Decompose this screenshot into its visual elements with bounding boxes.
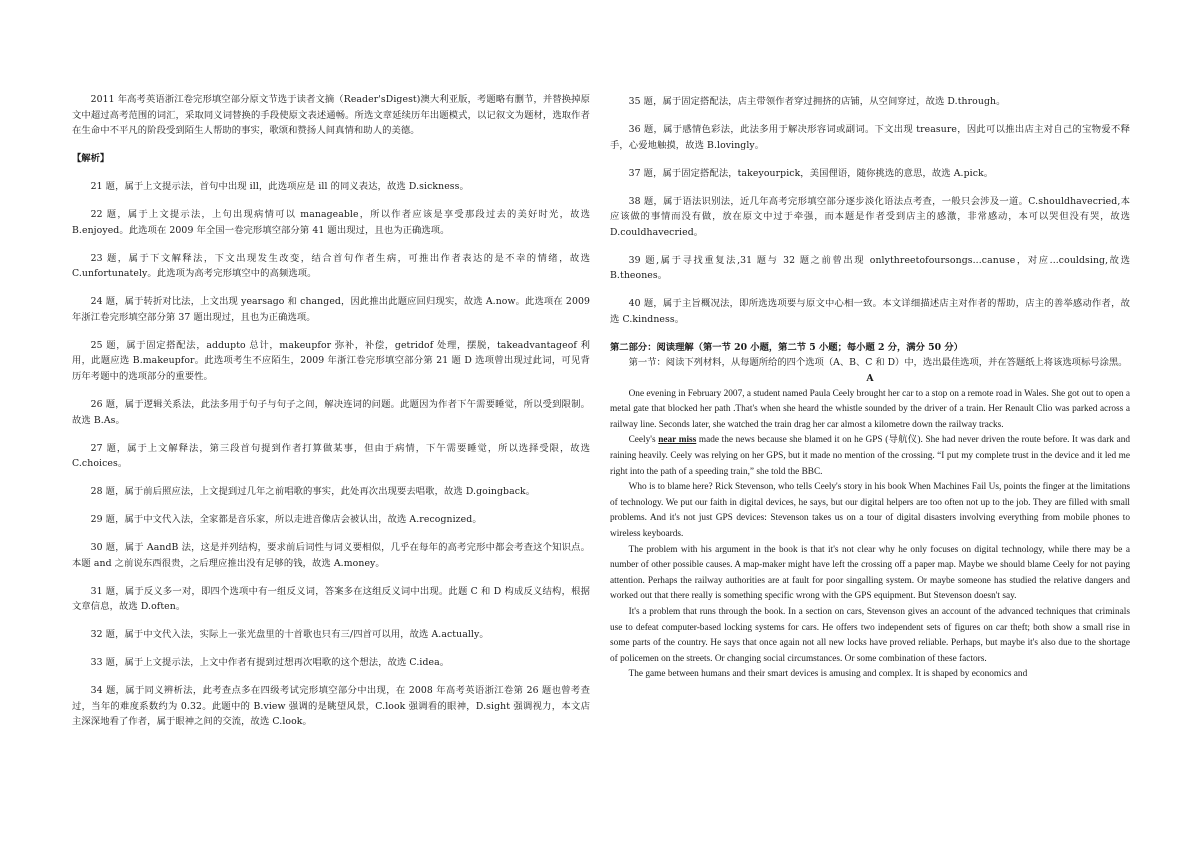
passage-paragraph-2-start: Ceely's [628,435,659,446]
answer-explanation-40: 40 题，属于主旨概况法，即所选选项要与原文中心相一致。本文详细描述店主对作者的帮助，店主的善举感动作者，故选 C.kindness。 [610,298,1130,325]
answer-explanation-30: 30 题，属于 AandB 法，这是并列结构，要求前后词性与词义要相似，几乎在每年的高考完形中都会考查这个知识点。本题 and 之前说东西很贵，之后理应推出没有足够的钱，故选 A.money。 [72,542,590,569]
underlined-phrase: near miss [658,435,697,446]
answer-explanation-27: 27 题，属于上文解释法，第三段首句提到作者打算做某事，但由于病情，下午需要睡觉，所以选择受限，故选 C.choices。 [72,442,590,470]
answer-explanation-22: 22 题，属于上文提示法，上句出现病情可以 manageable，所以作者应该是享受那段过去的美好时光，故选 B.enjoyed。此选项在 2009 年全国一卷完形填空部分第 41 题出现过，且也为正确选项。 [72,209,590,236]
analysis-heading: 【解析】 [72,153,110,165]
left-column [72,92,590,742]
answer-explanation-36: 36 题，属于感情色彩法，此法多用于解决形容词或副词。下文出现 treasure，因此可以推出店主对自己的宝物爱不释手，心爱地触摸，故选 B.lovingly。 [610,123,1130,151]
answer-explanation-24: 24 题，属于转折对比法，上文出现 yearsago 和 changed，因此推出此题应回归现实，故选 A.now。此选项在 2009 年浙江卷完形填空部分第 37 题出现过，且也为正确选项。 [72,296,590,323]
answer-explanation-31: 31 题，属于反义多一对，即四个选项中有一组反义词，答案多在这组反义词中出现。此题 C 和 D 构成反义结构，根据文章信息，故选 D.often。 [72,585,590,613]
answer-explanation-23: 23 题，属于下文解释法，下文出现发生改变，结合首句作者生病，可推出作者表达的是不幸的情绪，故选 C.unfortunately。此选项为高考完形填空中的高频选项。 [72,252,590,280]
reading-section-title: 第二部分：阅读理解（第一节 20 小题，第二节 5 小题；每小题 2 分，满分 50 分） [610,341,963,353]
passage-paragraph-5: It's a problem that runs through the book. In a section on cars, Stevenson gives an account of the advanced techniques that criminals use to defeat computer-based locking systems for cars. He offers two independent sets of figures on car theft; both show a small rise in some parts of the country. He says that once again not all new locks have proved reliable. Perhaps, but maybe it's also due to the shortage of policemen on the streets. Or changing social circumstances. Or some combination of these factors. [610,606,1130,664]
answer-explanation-29: 29 题，属于中文代入法，全家都是音乐家，所以走进音像店会被认出，故选 A.recognized。 [90,514,482,526]
answer-explanation-25: 25 题，属于固定搭配法，addupto 总计，makeupfor 弥补，补偿，getridof 处理，摆脱，takeadvantageof 利用，此题应选 B.makeupfor。此选项考生不应陌生，2009 年浙江卷完形填空部分第 21 题 D 选项曾出现过此词，可见背历年考题中的选项部分的重要性。 [72,339,590,383]
answer-explanation-26: 26 题，属于逻辑关系法，此法多用于句子与句子之间，解决连词的问题。此题因为作者下午需要睡觉，所以受到限制。故选 B.As。 [72,399,590,426]
answer-explanation-28: 28 题，属于前后照应法，上文提到过几年之前唱歌的事实，此处再次出现要去唱歌，故选 D.goingback。 [90,486,536,498]
intro-paragraph: 2011 年高考英语浙江卷完形填空部分原文节选于读者文摘（Reader'sDigest)澳大利亚版，考题略有删节，并替换掉原文中超过高考范围的词汇，采取同义词替换的手段使原文表述通畅。所选文章延续历年出题模式，以记叙文为题材，选取作者在生命中不平凡的阶段受到陌生人帮助的事实，歌颂和赞扬人间真情和助人的美德。 [72,94,590,137]
passage-paragraph-6: The game between humans and their smart devices is amusing and complex. It is shaped by economics and [628,669,1028,680]
answer-explanation-35: 35 题，属于固定搭配法，店主带领作者穿过拥挤的店铺，从空间穿过，故选 D.through。 [628,96,1006,107]
answer-explanation-37: 37 题，属于固定搭配法，takeyourpick，美国俚语，随你挑选的意思，故选 A.pick。 [628,167,994,179]
answer-explanation-33: 33 题，属于上文提示法，上文中作者有提到过想再次唱歌的这个想法，故选 C.idea。 [90,657,450,669]
passage-paragraph-3: Who is to blame here? Rick Stevenson, who tells Ceely's story in his book When Machines Fail Us, points the finger at the limitations of technology. We put our faith in digital devices, he says, but our digital helpers are too often not up to the job. They are filled with small problems. And it's not just GPS devices: Stevenson takes us on a tour of digital disasters involving everything from mobile phones to wireless keyboards. [610,482,1130,539]
answer-explanation-21: 21 题，属于上文提示法，首句中出现 ill，此选项应是 ill 的同义表达，故选 D.sickness。 [90,181,469,193]
answer-explanation-39: 39 题,属于寻找重复法,31 题与 32 题之前曾出现 onlythreetofoursongs...canuse，对应...couldsing,故选 B.theones。 [610,254,1130,282]
passage-label: A [866,373,874,385]
passage-paragraph-2 [610,433,1130,480]
reading-instruction: 第一节：阅读下列材料，从每题所给的四个选项（A、B、C 和 D）中，选出最佳选项，并在答题纸上将该选项标号涂黑。 [628,357,1128,369]
answer-explanation-32: 32 题，属于中文代入法，实际上一张光盘里的十首歌也只有三/四首可以用，故选 A.actually。 [90,629,489,641]
answer-explanation-38: 38 题，属于语法识别法，近几年高考完形填空部分逐步淡化语法点考查，一般只会涉及一道。C.shouldhavecried,本应该做的事情而没有做，放在原文中过于牵强，而本题是作者受到店主的感激，非常感动，本可以哭但没有哭，故选 D.couldhavecried。 [610,195,1130,238]
passage-paragraph-4: The problem with his argument in the book is that it's not clear why he only focuses on digital technology, while there may be a number of other possible causes. A map-maker might have left the crossing off a paper map. Maybe we should blame Ceely for not paying attention. Perhaps the railway authorities are at fault for poor singalling system. Or maybe someone has studied the relative dangers and worked out that there really is something specific wrong with the GPS equipment. But Stevenson doesn't say. [610,544,1130,602]
passage-paragraph-1: One evening in February 2007, a student named Paula Ceely brought her car to a stop on a remote road in Wales. She got out to open a metal gate that blocked her path .That's when she heard the whistle sounded by the driver of a train. Her Renault Clio was parked across a railway line. Seconds later, she watched the train drag her car almost a kilometre down the railway tracks. [610,388,1130,430]
answer-explanation-34: 34 题，属于同义辨析法，此考查点多在四级考试完形填空部分中出现，在 2008 年高考英语浙江卷第 26 题也曾考查过，当年的难度系数约为 0.32。此题中的 B.view 强调的是眺望风景，C.look 强调看的眼神，D.sight 强调视力，本文店主深深地看了作者，属于眼神之间的交流，故选 C.look。 [72,685,590,728]
passage-paragraph-2-rest: made the news because she blamed it on he GPS (导航仪). She had never driven the route before. It was dark and raining heavily. Ceely was relying on her GPS, but it made no mention of the crossing. “I put my complete trust in the device and it led me right into the path of a speeding train,” she told the BBC. [610,435,1130,477]
right-column [610,94,1130,683]
